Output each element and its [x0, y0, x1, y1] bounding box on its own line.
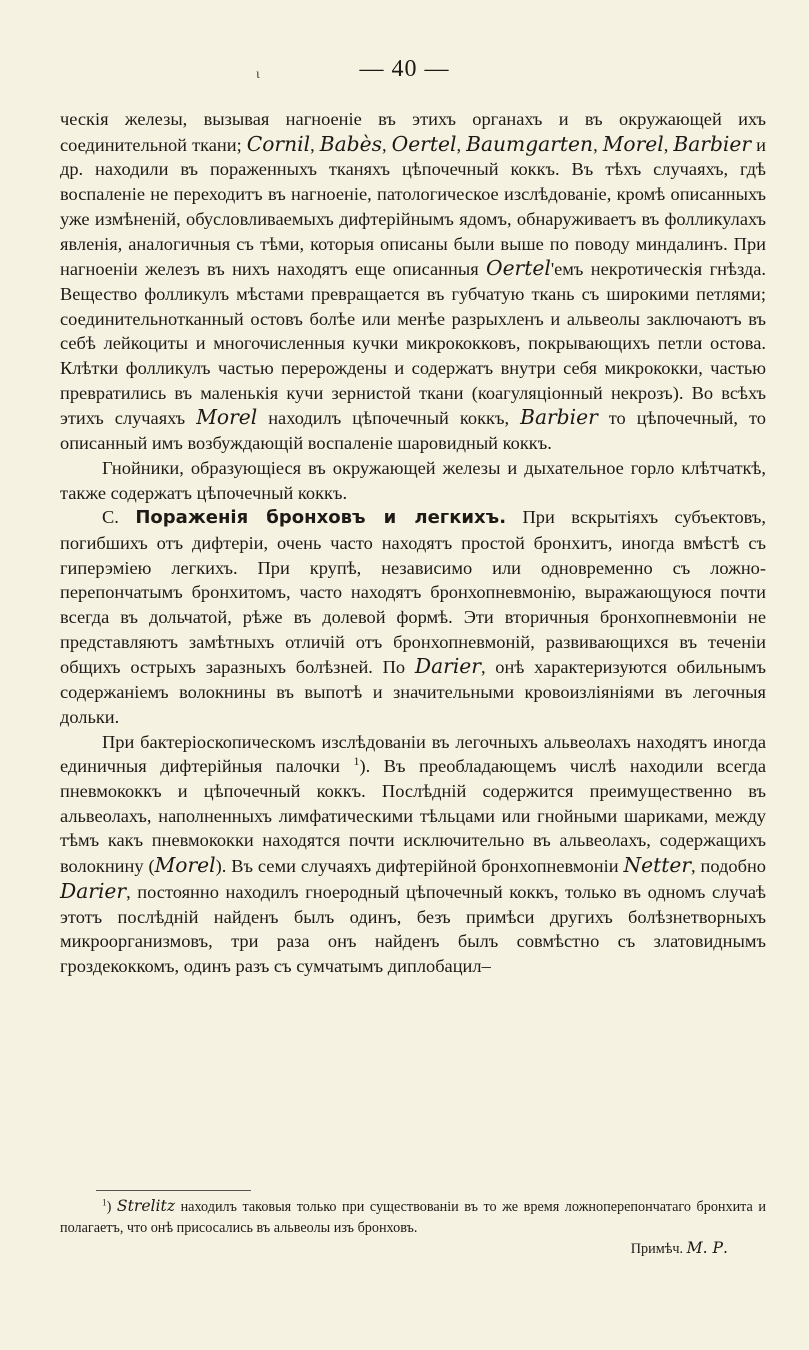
paragraph-1: ческія железы, вызывая нагноеніе въ этихъ органахъ и въ окружающей ихъ соединительной ткани; Cornil, Babès, Oertel, Baumgarten, Morel, Barbier и др. находили въ пораженныхъ тканяхъ цѣпочечный коккъ. Въ тѣхъ случаяхъ, гдѣ воспаленіе не переходитъ въ нагноеніе, патологическое изслѣдованіе, кромѣ описанныхъ уже измѣненій, обусловливаемыхъ дифтерійнымъ ядомъ, обнаруживаетъ въ фолликулахъ явленія, аналогичныя съ тѣми, которыя описаны были выше по поводу миндалинъ. При нагноеніи железъ въ нихъ находятъ еще описанныя Oertel'емъ некротическія гнѣзда. Вещество фолликулъ мѣстами превращается въ губчатую ткань съ широкими петлями; соединительнотканный остовъ болѣе или менѣе разрыхленъ и альвеолы заключаютъ въ себѣ лейкоциты и многочисленныя кучки микрококковъ, покрывающихъ петли остова. Клѣтки фолликулъ частью перерождены и содержатъ внутри себя микрококки, частью превратились въ маленькія кучи зернистой ткани (коагуляціонный некрозъ). Во всѣхъ этихъ случаяхъ Morel находилъ цѣпочечный коккъ, Barbier то цѣпочечный, то описанный имъ возбуждающій воспаленіе шаровидный коккъ.	[60, 109, 766, 454]
author-name: Morel	[154, 853, 216, 878]
author-name: Barbier	[520, 405, 598, 430]
editor-initials: М. Р.	[686, 1239, 728, 1257]
author-name: Netter	[623, 853, 692, 878]
author-name: Darier	[60, 878, 127, 903]
footnote-reference: 1	[353, 754, 360, 769]
footnote	[60, 1196, 766, 1260]
footnote-marker: 1	[102, 1197, 107, 1208]
author-name: Oertel	[391, 131, 457, 156]
author-name: Barbier	[673, 131, 752, 156]
paragraph-4: При бактеріоскопическомъ изслѣдованіи въ легочныхъ альвеолахъ находятъ иногда единичныя дифтерійныя палочки $^1$). Въ преобладающемъ числѣ находили всегда пневмококкъ и цѣпочечный коккъ. Послѣдній содержится преимущественно въ альвеолахъ, наполненныхъ лимфатическими тѣльцами или гнойными шариками, между тѣмъ какъ пневмококки находятся почти исключительно въ альвеолахъ, содержащихъ волокнину (Morel). Въ семи случаяхъ дифтерійной бронхопневмоніи Netter, подобно Darier, постоянно находилъ гноеродный цѣпочечный коккъ, только въ одномъ случаѣ этотъ послѣдній найденъ былъ одинъ, безъ примѣси другихъ болѣзнетворныхъ микроорганизмовъ, три раза онъ найденъ былъ совмѣстно съ златовиднымъ гроздекоккомъ, одинъ разъ съ сумчатымъ диплобацил–	[60, 731, 766, 976]
page-number: — 40 —	[359, 56, 450, 82]
print-speck: ɩ	[256, 67, 260, 82]
author-name: Morel	[196, 405, 258, 430]
section-heading: Пораженія бронховъ и легкихъ.	[135, 507, 507, 529]
author-name: Morel	[602, 131, 664, 156]
author-name: Cornil	[246, 131, 311, 156]
author-name: Strelitz	[116, 1197, 176, 1215]
body-text	[60, 107, 766, 979]
author-name: Baumgarten	[466, 131, 594, 156]
footnote-divider	[96, 1190, 251, 1191]
author-name: Babès	[319, 131, 382, 156]
author-name: Darier	[414, 654, 481, 679]
paragraph-3: С. Пораженія бронховъ и легкихъ. При вскрытіяхъ субъектовъ, погибшихъ отъ дифтеріи, очень часто находятъ простой бронхитъ, иногда вмѣстѣ съ гиперэміею легкихъ. При крупѣ, независимо или одновременно съ ложно-перепончатымъ бронхитомъ, часто находятъ бронхопневмонію, выражающуюся почти всегда въ дольчатой, рѣже въ долевой формѣ. Эти вторичныя бронхопневмоніи не представляютъ замѣтныхъ отличій отъ бронхопневмоній, развивающихся въ теченіи общихъ острыхъ заразныхъ болѣзней. По Darier, онѣ характеризуются обильнымъ содержаніемъ волокнины въ выпотѣ и значительными кровоизліяніями въ легочныя дольки.	[60, 507, 767, 727]
page-header	[0, 54, 809, 84]
footnote-text: $^1$) Strelitz находилъ таковыя только при существованіи въ то же время ложноперепончатаго бронхита и полагаетъ, что онѣ присосались въ альвеолы изъ бронховъ.	[60, 1197, 766, 1236]
author-name: Oertel	[485, 256, 551, 281]
editor-note-signature: Примѣч. М. Р.	[630, 1239, 728, 1257]
paragraph-2: Гнойники, образующіеся въ окружающей железы и дыхательное горло клѣтчаткѣ, также содержатъ цѣпочечный коккъ.	[60, 457, 766, 503]
